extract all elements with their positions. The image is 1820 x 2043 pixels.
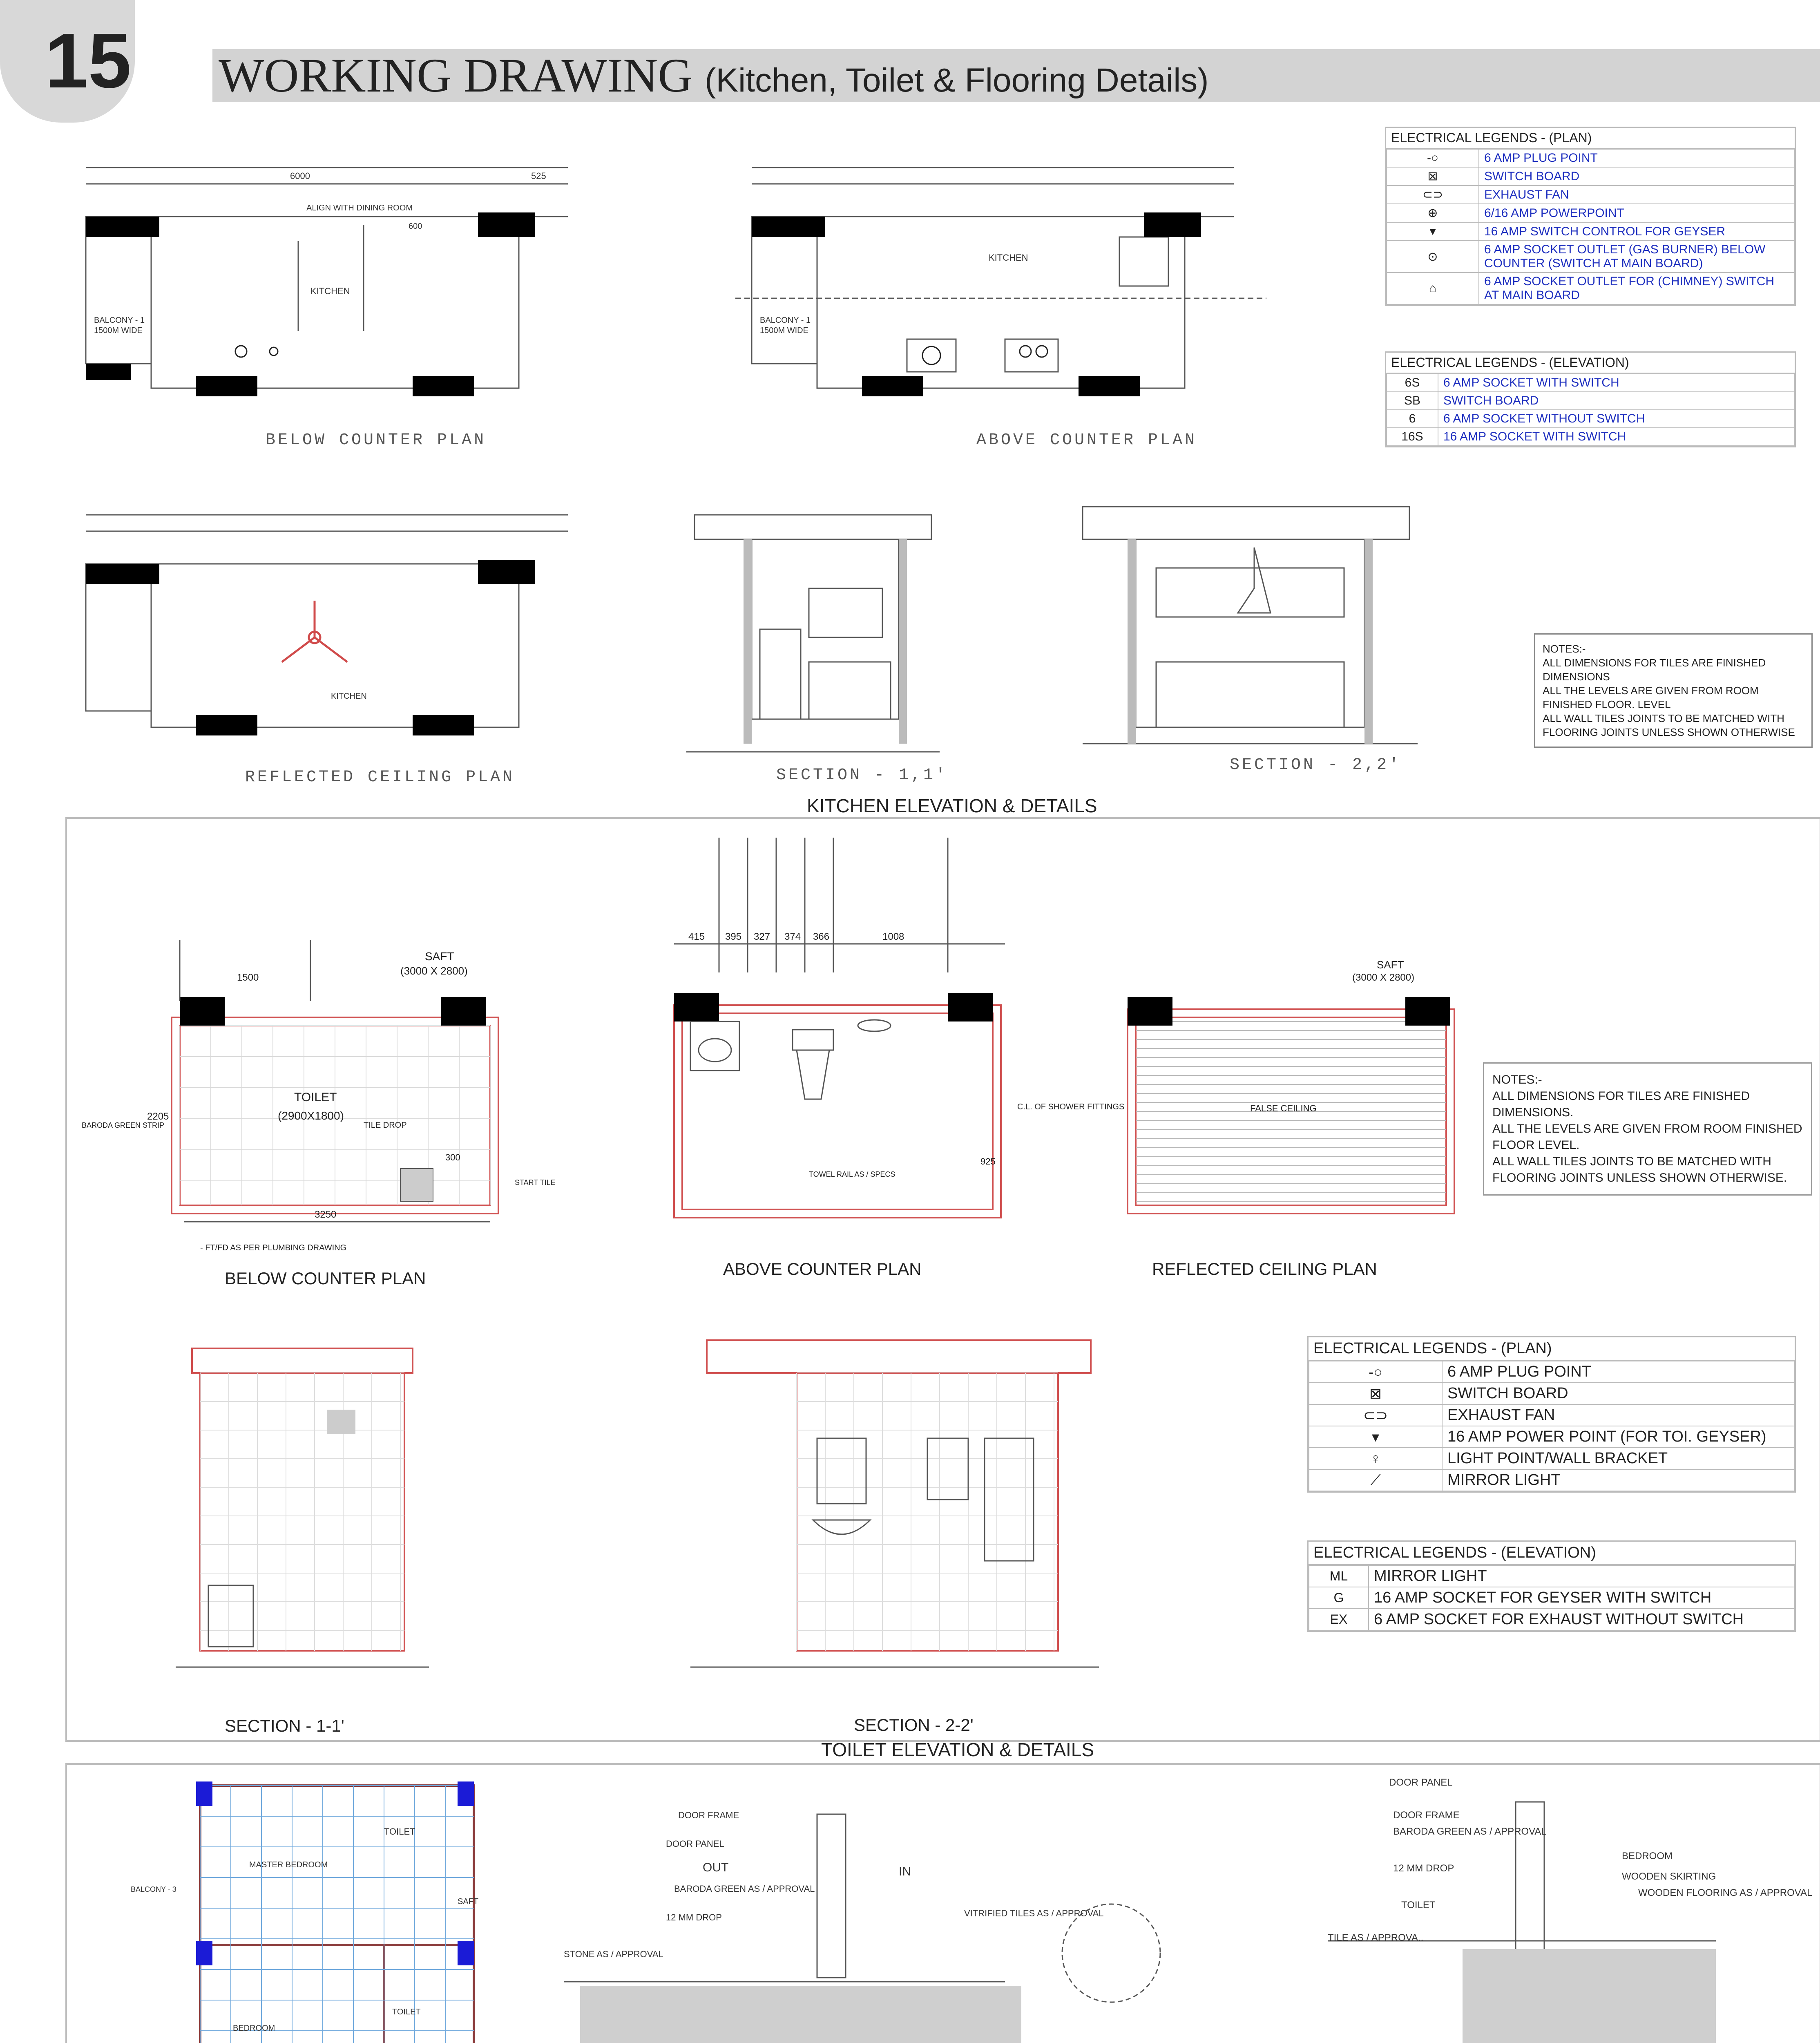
kitchen-balcony-width-2: 1500M WIDE bbox=[760, 326, 808, 335]
toilet-dim: 925 bbox=[980, 1156, 996, 1167]
legend-item: 6 AMP PLUG POINT bbox=[1479, 149, 1794, 167]
legend-item: SWITCH BOARD bbox=[1442, 1383, 1794, 1404]
legend-item: 6 AMP SOCKET OUTLET FOR (CHIMNEY) SWITCH AT MAIN BOARD bbox=[1479, 273, 1794, 304]
toilet-section-1-caption: SECTION - 1-1' bbox=[225, 1716, 344, 1735]
flooring-section-1-drawing bbox=[564, 1798, 1177, 2043]
kitchen-legend-plan-table bbox=[1386, 149, 1795, 305]
switch-board-icon: ⊠ bbox=[1387, 167, 1479, 186]
legend-item: EXHAUST FAN bbox=[1442, 1404, 1794, 1426]
toilet-legend-plan-heading: ELECTRICAL LEGENDS - (PLAN) bbox=[1309, 1337, 1795, 1361]
kitchen-section-2-caption: SECTION - 2,2' bbox=[1230, 756, 1402, 774]
toilet-section-1-drawing bbox=[176, 1348, 462, 1700]
toilet-above-counter-caption: ABOVE COUNTER PLAN bbox=[723, 1259, 922, 1279]
legend-item: 6 AMP SOCKET OUTLET (GAS BURNER) BELOW COUNTER (SWITCH AT MAIN BOARD) bbox=[1479, 241, 1794, 273]
toilet-notes bbox=[1483, 1062, 1812, 1196]
title-main: WORKING DRAWING bbox=[219, 49, 693, 102]
tile-grid bbox=[797, 1373, 1058, 1651]
toilet-false-ceiling: FALSE CEILING bbox=[1250, 1103, 1317, 1113]
kitchen-notes bbox=[1534, 633, 1813, 748]
kitchen-above-counter-caption: ABOVE COUNTER PLAN bbox=[976, 431, 1197, 449]
legend-item: MIRROR LIGHT bbox=[1442, 1469, 1794, 1491]
section-label: DOOR FRAME bbox=[678, 1810, 739, 1820]
kitchen-section-2-drawing bbox=[1083, 507, 1491, 760]
toilet-baroda-note: BARODA GREEN STRIP bbox=[82, 1121, 165, 1129]
legend-item: 6/16 AMP POWERPOINT bbox=[1479, 204, 1794, 222]
legend-item: LIGHT POINT/WALL BRACKET bbox=[1442, 1448, 1794, 1469]
floor-tile-grid bbox=[200, 1786, 474, 2043]
toilet-section-2-drawing bbox=[690, 1340, 1140, 1700]
toilet-electrical-elevation-legend bbox=[1307, 1540, 1796, 1632]
kitchen-dim: 525 bbox=[531, 171, 546, 181]
kitchen-electrical-elevation-legend bbox=[1385, 351, 1796, 447]
toilet-room-size: (2900X1800) bbox=[278, 1109, 344, 1122]
kitchen-room-label-2: KITCHEN bbox=[989, 253, 1028, 263]
section-label: OUT bbox=[703, 1861, 729, 1874]
section-label: WOODEN SKIRTING bbox=[1622, 1871, 1716, 1882]
legend-item: 16 AMP SWITCH CONTROL FOR GEYSER bbox=[1479, 222, 1794, 241]
toilet-saft-label: SAFT bbox=[425, 950, 454, 963]
section-label: STONE AS / APPROVAL bbox=[564, 1949, 663, 1959]
legend-item: 16 AMP SOCKET WITH SWITCH bbox=[1438, 428, 1794, 446]
kitchen-dim: 600 bbox=[409, 222, 422, 231]
section-label: TOILET bbox=[1401, 1900, 1436, 1911]
legend-code: 16S bbox=[1387, 428, 1438, 446]
legend-item: 6 AMP SOCKET FOR EXHAUST WITHOUT SWITCH bbox=[1369, 1609, 1794, 1630]
title-sub: (Kitchen, Toilet & Flooring Details) bbox=[705, 62, 1209, 99]
toilet-dim: 1500 bbox=[237, 972, 259, 983]
exhaust-fan-icon: ⊂⊃ bbox=[1309, 1404, 1442, 1426]
page-number: 15 bbox=[45, 18, 132, 104]
section-label: DOOR PANEL bbox=[1389, 1777, 1453, 1788]
toilet-top-dim: 327 bbox=[754, 931, 770, 942]
kitchen-above-counter-drawing bbox=[744, 159, 1356, 421]
toilet-shower-note: C.L. OF SHOWER FITTINGS bbox=[1017, 1102, 1125, 1111]
kitchen-reflected-ceiling-caption: REFLECTED CEILING PLAN bbox=[245, 768, 515, 787]
toilet-top-dim: 415 bbox=[688, 931, 705, 942]
kitchen-legend-elev-table bbox=[1386, 373, 1795, 446]
section-label: TILE AS / APPROVA.. bbox=[1328, 1932, 1424, 1943]
toilet-panel-title: TOILET ELEVATION & DETAILS bbox=[821, 1739, 1094, 1760]
notes-heading: NOTES:- bbox=[1492, 1073, 1542, 1086]
section-label: WOODEN FLOORING AS / APPROVAL bbox=[1638, 1887, 1813, 1898]
legend-item: SWITCH BOARD bbox=[1479, 167, 1794, 186]
kitchen-below-counter-caption: BELOW COUNTER PLAN bbox=[266, 431, 487, 449]
toilet-saft-size-2: (3000 X 2800) bbox=[1352, 972, 1415, 983]
section-label: IN bbox=[899, 1865, 911, 1878]
chimney-socket-icon: ⌂ bbox=[1387, 273, 1479, 304]
kitchen-room-label-3: KITCHEN bbox=[331, 692, 367, 701]
notes-line: ALL DIMENSIONS FOR TILES ARE FINISHED DIMENSIONS. bbox=[1492, 1089, 1750, 1119]
section-label: DOOR FRAME bbox=[1393, 1810, 1460, 1821]
notes-line: ALL THE LEVELS ARE GIVEN FROM ROOM FINISHED FLOOR LEVEL. bbox=[1492, 1122, 1802, 1152]
toilet-electrical-plan-legend bbox=[1307, 1336, 1796, 1493]
room-label: SAFT bbox=[458, 1897, 479, 1906]
legend-item: SWITCH BOARD bbox=[1438, 392, 1794, 410]
room-label: MASTER BEDROOM bbox=[249, 1860, 328, 1869]
kitchen-section-1-drawing bbox=[686, 515, 1087, 768]
legend-code: ML bbox=[1309, 1565, 1369, 1587]
plug-point-icon: -○ bbox=[1309, 1361, 1442, 1383]
section-label: BARODA GREEN AS / APPROVAL bbox=[1393, 1826, 1547, 1837]
toilet-dim: 2205 bbox=[147, 1111, 169, 1122]
toilet-top-dim: 374 bbox=[784, 931, 801, 942]
notes-line: ALL WALL TILES JOINTS TO BE MATCHED WITH FLOORING JOINTS UNLESS SHOWN OTHERWISE bbox=[1543, 712, 1795, 738]
toilet-room-label: TOILET bbox=[294, 1091, 337, 1104]
ceiling-fan-icon bbox=[282, 601, 347, 662]
section-label: 12 MM DROP bbox=[1393, 1863, 1454, 1874]
page-title bbox=[219, 49, 1209, 107]
section-label: 12 MM DROP bbox=[666, 1912, 722, 1922]
exhaust-fan-icon: ⊂⊃ bbox=[1387, 186, 1479, 204]
legend-item: EXHAUST FAN bbox=[1479, 186, 1794, 204]
section-label: DOOR PANEL bbox=[666, 1839, 724, 1849]
toilet-dim: 300 bbox=[445, 1152, 460, 1162]
toilet-above-counter-drawing bbox=[613, 838, 1125, 1263]
kitchen-panel-title: KITCHEN ELEVATION & DETAILS bbox=[807, 795, 1097, 816]
notes-line: ALL WALL TILES JOINTS TO BE MATCHED WITH FLOORING JOINTS UNLESS SHOWN OTHERWISE. bbox=[1492, 1155, 1787, 1185]
toilet-dim: 3250 bbox=[315, 1209, 337, 1220]
legend-item: 16 AMP POWER POINT (FOR TOI. GEYSER) bbox=[1442, 1426, 1794, 1448]
toilet-tile-drop: TILE DROP bbox=[364, 1121, 407, 1130]
toilet-towel-rail: TOWEL RAIL AS / SPECS bbox=[809, 1170, 895, 1178]
toilet-below-counter-drawing bbox=[82, 899, 556, 1258]
notes-heading: NOTES:- bbox=[1543, 643, 1586, 655]
section-label: BARODA GREEN AS / APPROVAL bbox=[674, 1884, 815, 1894]
kitchen-align-note: ALIGN WITH DINING ROOM bbox=[306, 203, 413, 212]
toilet-legend-elev-heading: ELECTRICAL LEGENDS - (ELEVATION) bbox=[1309, 1542, 1795, 1565]
toilet-saft-label-2: SAFT bbox=[1377, 959, 1404, 971]
toilet-start-tile: START TILE bbox=[515, 1178, 556, 1187]
mirror-light-icon: ⟋ bbox=[1309, 1469, 1442, 1491]
room-label: TOILET bbox=[384, 1826, 415, 1837]
kitchen-section-1-caption: SECTION - 1,1' bbox=[776, 766, 948, 785]
room-label: BALCONY - 3 bbox=[131, 1885, 176, 1893]
column-markers bbox=[196, 1781, 474, 2043]
kitchen-electrical-plan-legend bbox=[1385, 127, 1796, 306]
kitchen-legend-plan-heading: ELECTRICAL LEGENDS - (PLAN) bbox=[1386, 128, 1795, 149]
toilet-saft-size: (3000 X 2800) bbox=[400, 965, 468, 977]
switch-board-icon: ⊠ bbox=[1309, 1383, 1442, 1404]
legend-item: 6 AMP SOCKET WITHOUT SWITCH bbox=[1438, 410, 1794, 428]
kitchen-balcony-label-2: BALCONY - 1 bbox=[760, 316, 811, 325]
flooring-section-2-drawing bbox=[1328, 1777, 1813, 2043]
legend-item: 6 AMP PLUG POINT bbox=[1442, 1361, 1794, 1383]
unit-flooring-layout-drawing bbox=[98, 1769, 547, 2043]
toilet-top-dim: 366 bbox=[813, 931, 830, 942]
toilet-reflected-ceiling-drawing bbox=[1119, 899, 1487, 1234]
light-point-icon: ♀ bbox=[1309, 1448, 1442, 1469]
legend-code: 6 bbox=[1387, 410, 1438, 428]
kitchen-balcony-width: 1500M WIDE bbox=[94, 326, 143, 335]
toilet-reflected-ceiling-caption: REFLECTED CEILING PLAN bbox=[1152, 1259, 1377, 1279]
toilet-top-dim: 1008 bbox=[882, 931, 904, 942]
legend-item: 6 AMP SOCKET WITH SWITCH bbox=[1438, 374, 1794, 392]
kitchen-dim: 6000 bbox=[290, 171, 310, 181]
toilet-top-dim: 395 bbox=[725, 931, 742, 942]
legend-code: SB bbox=[1387, 392, 1438, 410]
section-label: BEDROOM bbox=[1622, 1851, 1673, 1862]
toilet-below-counter-caption: BELOW COUNTER PLAN bbox=[225, 1269, 426, 1288]
kitchen-balcony-label: BALCONY - 1 bbox=[94, 316, 145, 325]
legend-item: MIRROR LIGHT bbox=[1369, 1565, 1794, 1587]
legend-code: 6S bbox=[1387, 374, 1438, 392]
kitchen-room-label: KITCHEN bbox=[310, 286, 350, 296]
legend-code: G bbox=[1309, 1587, 1369, 1609]
plug-point-icon: -○ bbox=[1387, 149, 1479, 167]
geyser-switch-icon: ▾ bbox=[1387, 222, 1479, 241]
kitchen-below-counter-drawing bbox=[78, 159, 641, 421]
power-point-icon: ▾ bbox=[1309, 1426, 1442, 1448]
kitchen-reflected-ceiling-drawing bbox=[78, 507, 617, 752]
kitchen-legend-elev-heading: ELECTRICAL LEGENDS - (ELEVATION) bbox=[1386, 353, 1795, 373]
notes-line: ALL DIMENSIONS FOR TILES ARE FINISHED DIMENSIONS bbox=[1543, 657, 1766, 683]
legend-code: EX bbox=[1309, 1609, 1369, 1630]
toilet-legend-plan-table bbox=[1309, 1361, 1795, 1491]
toilet-section-2-caption: SECTION - 2-2' bbox=[854, 1715, 974, 1735]
room-label: BEDROOM bbox=[233, 2024, 275, 2033]
tile-grid bbox=[200, 1373, 404, 1651]
notes-line: ALL THE LEVELS ARE GIVEN FROM ROOM FINISHED FLOOR. LEVEL bbox=[1543, 684, 1759, 711]
toilet-plumbing-note: - FT/FD AS PER PLUMBING DRAWING bbox=[200, 1243, 347, 1252]
room-label: TOILET bbox=[392, 2007, 421, 2016]
section-label: VITRIFIED TILES AS / APPROVAL bbox=[964, 1908, 1104, 1918]
gas-socket-icon: ⊙ bbox=[1387, 241, 1479, 273]
toilet-legend-elev-table bbox=[1309, 1565, 1795, 1631]
legend-item: 16 AMP SOCKET FOR GEYSER WITH SWITCH bbox=[1369, 1587, 1794, 1609]
power-point-icon: ⊕ bbox=[1387, 204, 1479, 222]
